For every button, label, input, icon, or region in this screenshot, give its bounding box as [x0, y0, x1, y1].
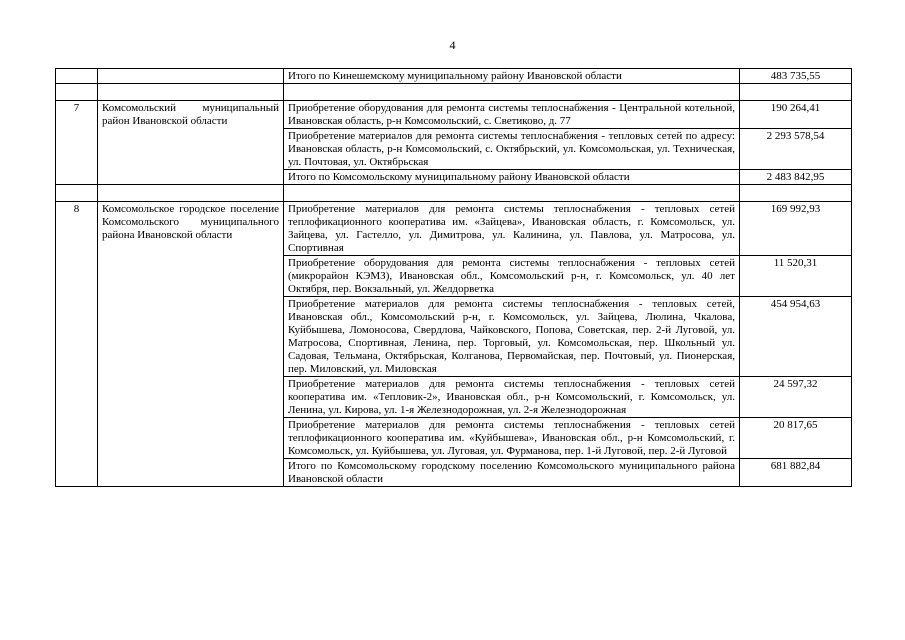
description-cell: Приобретение материалов для ремонта системы теплоснабжения - тепловых сетей теплофикационного кооператива им. «Куйбышева», Ивановская обл., р-н Комсомольский, г. Комсомольск, ул. Куйбышева, ул. Луговая, ул. Фурманова, пер. 1-й Луговой, пер. 2-й Луговой [284, 418, 740, 459]
table-row [56, 101, 852, 129]
amount-cell: 20 817,65 [740, 418, 852, 459]
amount-cell: 169 992,93 [740, 202, 852, 256]
amount-cell: 2 293 578,54 [740, 129, 852, 170]
description-cell: Приобретение материалов для ремонта системы теплоснабжения - тепловых сетей по адресу: Ивановская область, р-н Комсомольский, с. Октябрьский, ул. Комсомольская, ул. Техническая, ул. Почтовая, ул. Октябрьская [284, 129, 740, 170]
description-cell: Приобретение материалов для ремонта системы теплоснабжения - тепловых сетей, Ивановская обл., Комсомольский р-н, г. Комсомольск, ул. Зайцева, Люлина, Чкалова, Куйбышева, Ломоносова, Свердлова, Чайковского, Попова, Советская, пер. 2-й Луговой, ул. Матросова, Спортивная, Ленина, пер. Торговый, ул. Комсомольская, пер. Школьный ул. Садовая, Тельмана, Октябрьская, Колганова, Первомайская, пер. Почтовый, ул. Пионерская, пер. Миловский, ул. Миловская [284, 297, 740, 377]
description-cell: Приобретение материалов для ремонта системы теплоснабжения - тепловых сетей теплофикационного кооператива им. «Зайцева», Ивановская область, г. Комсомольск, ул. Зайцева, ул. Гастелло, ул. Димитрова, ул. Калинина, ул. Павлова, ул. Матросова, ул. Спортивная [284, 202, 740, 256]
description-cell: Приобретение материалов для ремонта системы теплоснабжения - тепловых сетей кооператива им. «Тепловик-2», Ивановская обл., р-н Комсомольский, г. Комсомольск, ул. Ленина, ул. Кирова, ул. 1-я Железнодорожная, ул. 2-я Железнодорожная [284, 377, 740, 418]
row-number-cell: 8 [56, 202, 98, 487]
amount-cell: 24 597,32 [740, 377, 852, 418]
total-amount-cell: 681 882,84 [740, 459, 852, 487]
row-number-cell: 7 [56, 101, 98, 185]
spacer-row [56, 84, 852, 101]
table-row [56, 202, 852, 256]
description-cell: Итого по Кинешемскому муниципальному району Ивановской области [284, 69, 740, 84]
organization-cell: Комсомольский муниципальный район Ивановской области [98, 101, 284, 185]
row-number-cell [56, 69, 98, 84]
amount-cell: 483 735,55 [740, 69, 852, 84]
page-number: 4 [449, 38, 456, 52]
total-amount-cell: 2 483 842,95 [740, 170, 852, 185]
amount-cell: 190 264,41 [740, 101, 852, 129]
total-description-cell: Итого по Комсомольскому городскому поселению Комсомольского муниципального района Ивановской области [284, 459, 740, 487]
funding-table [55, 68, 852, 487]
total-description-cell: Итого по Комсомольскому муниципальному району Ивановской области [284, 170, 740, 185]
organization-cell: Комсомольское городское поселение Комсомольского муниципального района Ивановской области [98, 202, 284, 487]
amount-cell: 454 954,63 [740, 297, 852, 377]
spacer-row [56, 185, 852, 202]
table-row [56, 69, 852, 84]
organization-cell [98, 69, 284, 84]
amount-cell: 11 520,31 [740, 256, 852, 297]
description-cell: Приобретение оборудования для ремонта системы теплоснабжения - тепловых сетей (микрорайон КЭМЗ), Ивановская обл., Комсомольский р-н, г. Комсомольск, ул. 40 лет Октября, пер. Вокзальный, ул. Желдорветка [284, 256, 740, 297]
description-cell: Приобретение оборудования для ремонта системы теплоснабжения - Центральной котельной, Ивановская область, р-н Комсомольский, с. Светиково, д. 77 [284, 101, 740, 129]
